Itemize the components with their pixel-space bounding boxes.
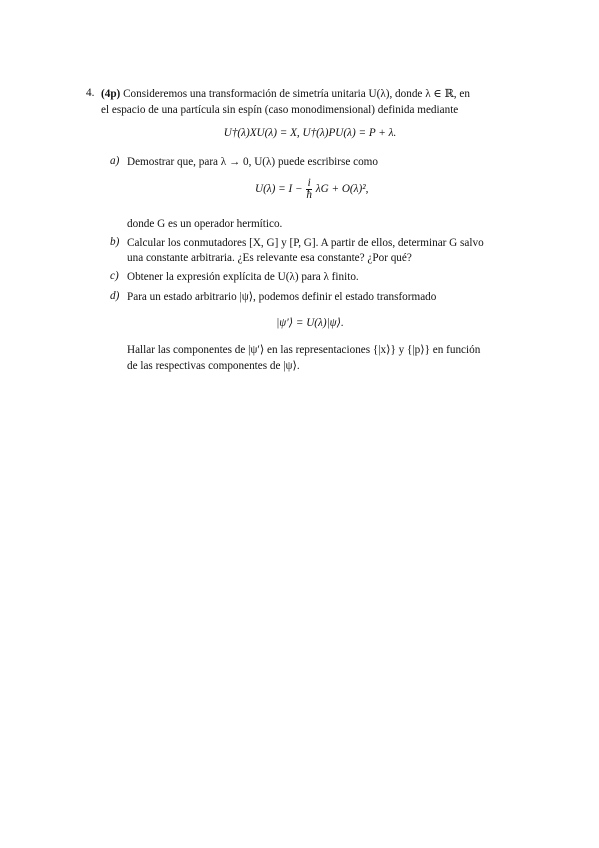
item-a-eq-left: U(λ) = I − [255, 183, 303, 196]
item-a-eq-numerator: i [307, 177, 311, 189]
item-d-text1: Para un estado arbitrario |ψ⟩, podemos definir el estado transformado [127, 291, 437, 303]
problem-intro-line1 [101, 87, 470, 101]
item-b-label: b) [110, 236, 120, 248]
item-a-label: a) [110, 155, 120, 167]
problem-points: (4p) [101, 88, 121, 100]
item-d-text3: de las respectivas componentes de |ψ⟩. [127, 360, 300, 372]
item-c-text: Obtener la expresión explícita de U(λ) para λ finito. [127, 271, 359, 283]
problem-intro-line2: el espacio de una partícula sin espín (caso monodimensional) definida mediante [101, 104, 459, 116]
item-b-text1: Calcular los conmutadores [X, G] y [P, G]. A partir de ellos, determinar G salvo [127, 237, 484, 249]
item-a-eq-right: λG + O(λ)², [315, 183, 369, 196]
item-a-equation [255, 178, 415, 201]
item-a-eq-fraction [306, 178, 312, 201]
item-a-text: Demostrar que, para λ → 0, U(λ) puede escribirse como [127, 156, 378, 168]
item-d-text2: Hallar las componentes de |ψ′⟩ en las representaciones {|x⟩} y {|p⟩} en función [127, 344, 481, 356]
item-b-text2: una constante arbitraria. ¿Es relevante esa constante? ¿Por qué? [127, 252, 412, 264]
problem-intro-text: Consideremos una transformación de simetría unitaria U(λ), donde λ ∈ ℝ, en [123, 88, 470, 100]
item-d-label: d) [110, 290, 120, 302]
problem-number: 4. [86, 87, 95, 99]
item-a-text2: donde G es un operador hermítico. [127, 218, 283, 230]
item-c-label: c) [110, 270, 119, 282]
item-a-eq-denominator: ħ [306, 189, 312, 201]
definition-equation: U†(λ)XU(λ) = X, U†(λ)PU(λ) = P + λ. [223, 127, 397, 139]
item-d-equation: |ψ′⟩ = U(λ)|ψ⟩. [276, 317, 344, 329]
